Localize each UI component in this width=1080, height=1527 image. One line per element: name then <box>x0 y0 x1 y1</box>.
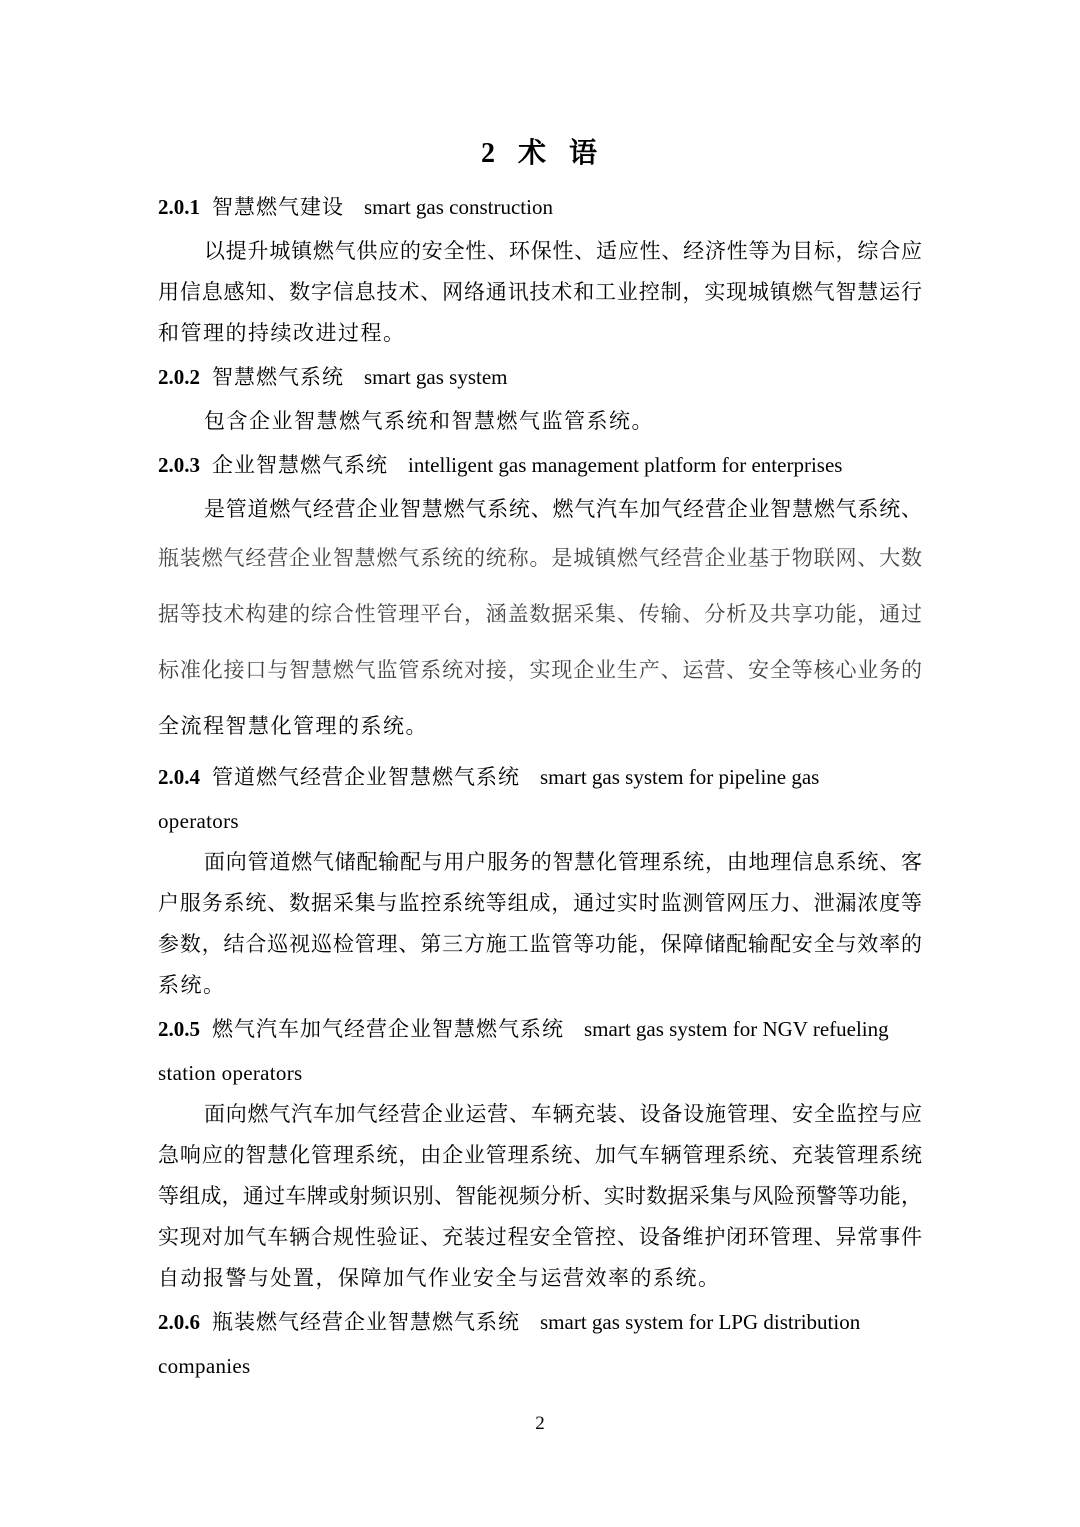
term-number: 2.0.4 <box>158 765 200 789</box>
body-line: 实现对加气车辆合规性验证、充装过程安全管控、设备维护闭环管理、异常事件 <box>158 1225 922 1249</box>
body-line: 面向燃气汽车加气经营企业运营、车辆充装、设备设施管理、安全监控与应 <box>204 1102 922 1126</box>
term-chinese: 企业智慧燃气系统 <box>212 453 388 477</box>
body-line: 等组成，通过车牌或射频识别、智能视频分析、实时数据采集与风险预警等功能， <box>158 1184 922 1208</box>
term-chinese: 瓶装燃气经营企业智慧燃气系统 <box>212 1310 520 1334</box>
english-continuation-line: operators <box>158 809 239 833</box>
body-line: 全流程智慧化管理的系统。 <box>158 714 428 738</box>
term-heading <box>158 1299 922 1346</box>
term-english: smart gas system for NGV refueling <box>584 1017 889 1041</box>
body-line: 以提升城镇燃气供应的安全性、环保性、适应性、经济性等为目标，综合应 <box>204 239 922 263</box>
term-chinese: 智慧燃气建设 <box>212 195 344 219</box>
term-chinese: 智慧燃气系统 <box>212 365 344 389</box>
term-heading <box>158 1006 922 1053</box>
term-english: smart gas system <box>364 365 508 389</box>
term-number: 2.0.1 <box>158 195 200 219</box>
english-continuation-line: companies <box>158 1354 251 1378</box>
term-heading <box>158 442 922 489</box>
term-english: smart gas construction <box>364 195 553 219</box>
term-number: 2.0.5 <box>158 1017 200 1041</box>
term-chinese: 管道燃气经营企业智慧燃气系统 <box>212 765 520 789</box>
term-number: 2.0.6 <box>158 1310 200 1334</box>
term-chinese: 燃气汽车加气经营企业智慧燃气系统 <box>212 1017 564 1041</box>
term-english: smart gas system for pipeline gas <box>540 765 820 789</box>
english-continuation-line: station operators <box>158 1061 303 1085</box>
body-line: 和管理的持续改进过程。 <box>158 321 406 345</box>
body-line: 包含企业智慧燃气系统和智慧燃气监管系统。 <box>204 409 654 433</box>
body-line: 用信息感知、数字信息技术、网络通讯技术和工业控制，实现城镇燃气智慧运行 <box>158 280 922 304</box>
body-line: 标准化接口与智慧燃气监管系统对接，实现企业生产、运营、安全等核心业务的 <box>158 658 922 682</box>
term-number: 2.0.3 <box>158 453 200 477</box>
body-line: 户服务系统、数据采集与监控系统等组成，通过实时监测管网压力、泄漏浓度等 <box>158 891 922 915</box>
body-line: 据等技术构建的综合性管理平台，涵盖数据采集、传输、分析及共享功能，通过 <box>158 602 922 626</box>
body-line: 急响应的智慧化管理系统，由企业管理系统、加气车辆管理系统、充装管理系统 <box>158 1143 922 1167</box>
term-heading <box>158 754 922 801</box>
body-line: 是管道燃气经营企业智慧燃气系统、燃气汽车加气经营企业智慧燃气系统、 <box>204 497 922 521</box>
body-line: 系统。 <box>158 973 226 997</box>
term-heading <box>158 354 922 401</box>
term-heading <box>158 184 922 231</box>
terms-content <box>158 184 922 1387</box>
term-number: 2.0.2 <box>158 365 200 389</box>
body-line: 面向管道燃气储配输配与用户服务的智慧化管理系统，由地理信息系统、客 <box>204 850 922 874</box>
page-number: 2 <box>535 1413 545 1434</box>
term-english: intelligent gas management platform for enterprises <box>408 453 843 477</box>
section-title: 2 术 语 <box>480 138 599 169</box>
body-line: 自动报警与处置，保障加气作业安全与运营效率的系统。 <box>158 1266 721 1290</box>
term-english: smart gas system for LPG distribution <box>540 1310 861 1334</box>
body-line: 参数，结合巡视巡检管理、第三方施工监管等功能，保障储配输配安全与效率的 <box>158 932 922 956</box>
body-line: 瓶装燃气经营企业智慧燃气系统的统称。是城镇燃气经营企业基于物联网、大数 <box>158 546 922 570</box>
